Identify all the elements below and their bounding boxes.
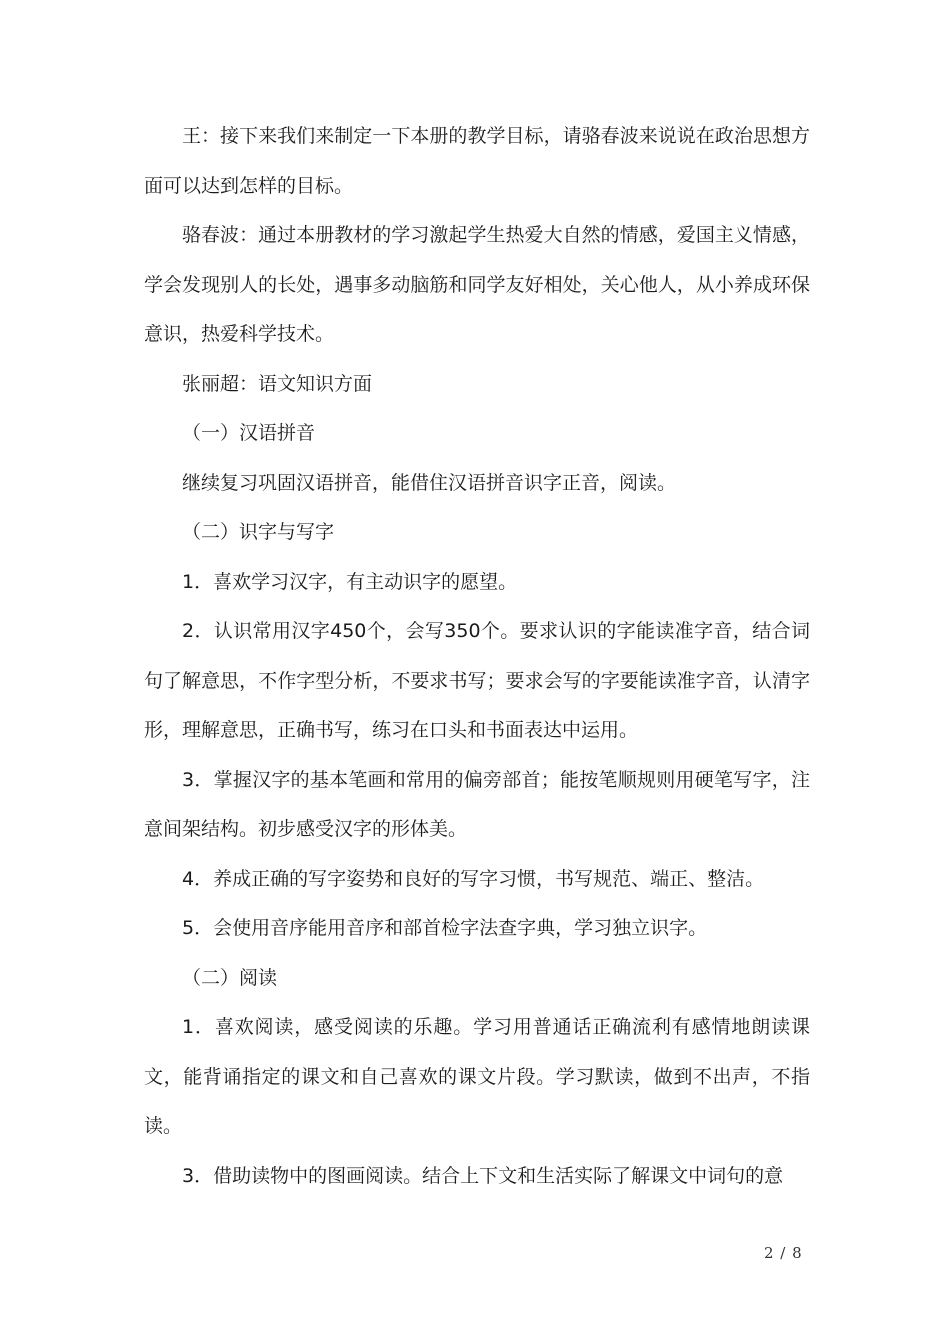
reading-item-1: 1．喜欢阅读，感受阅读的乐趣。学习用普通话正确流利有感情地朗读课文，能背诵指定的课文和自己喜欢的课文片段。学习默读，做到不出声，不指读。: [144, 1016, 810, 1137]
page-number: 2 / 8: [764, 1244, 803, 1262]
paragraph-political-goals: 骆春波：通过本册教材的学习激起学生热爱大自然的情感，爱国主义情感，学会发现别人的长处，遇事多动脑筋和同学友好相处，关心他人，从小养成环保意识，热爱科学技术。: [144, 224, 810, 345]
list-item-4: 4．养成正确的写字姿势和良好的写字习惯，书写规范、端正、整洁。: [182, 867, 765, 890]
heading-pinyin: （一）汉语拼音: [182, 422, 316, 444]
heading-reading: （二）阅读: [182, 966, 278, 989]
list-item-5: 5．会使用音序能用音序和部首检字法查字典，学习独立识字。: [182, 917, 708, 939]
document-body: [144, 112, 810, 1201]
paragraph-language-knowledge: 张丽超：语文知识方面: [182, 372, 373, 395]
list-item-2: 2．认识常用汉字450个，会写350个。要求认识的字能读准字音，结合词句了解意思，不作字型分析，不要求书写；要求会写的字要能读准字音，认清字形，理解意思，正确书写，练习在口头和书面表达中运用。: [144, 620, 810, 741]
paragraph-pinyin-review: 继续复习巩固汉语拼音，能借住汉语拼音识字正音，阅读。: [182, 471, 677, 494]
list-item-1: 1．喜欢学习汉字，有主动识字的愿望。: [182, 570, 518, 593]
heading-literacy-writing: （二）识字与写字: [182, 521, 335, 543]
reading-item-3: 3．借助读物中的图画阅读。结合上下文和生活实际了解课文中词句的意: [182, 1164, 784, 1187]
paragraph-teaching-goals-intro: 王：接下来我们来制定一下本册的教学目标，请骆春波来说说在政治思想方面可以达到怎样的目标。: [144, 125, 810, 197]
list-item-3: 3．掌握汉字的基本笔画和常用的偏旁部首；能按笔顺规则用硬笔写字，注意间架结构。初步感受汉字的形体美。: [144, 768, 810, 840]
